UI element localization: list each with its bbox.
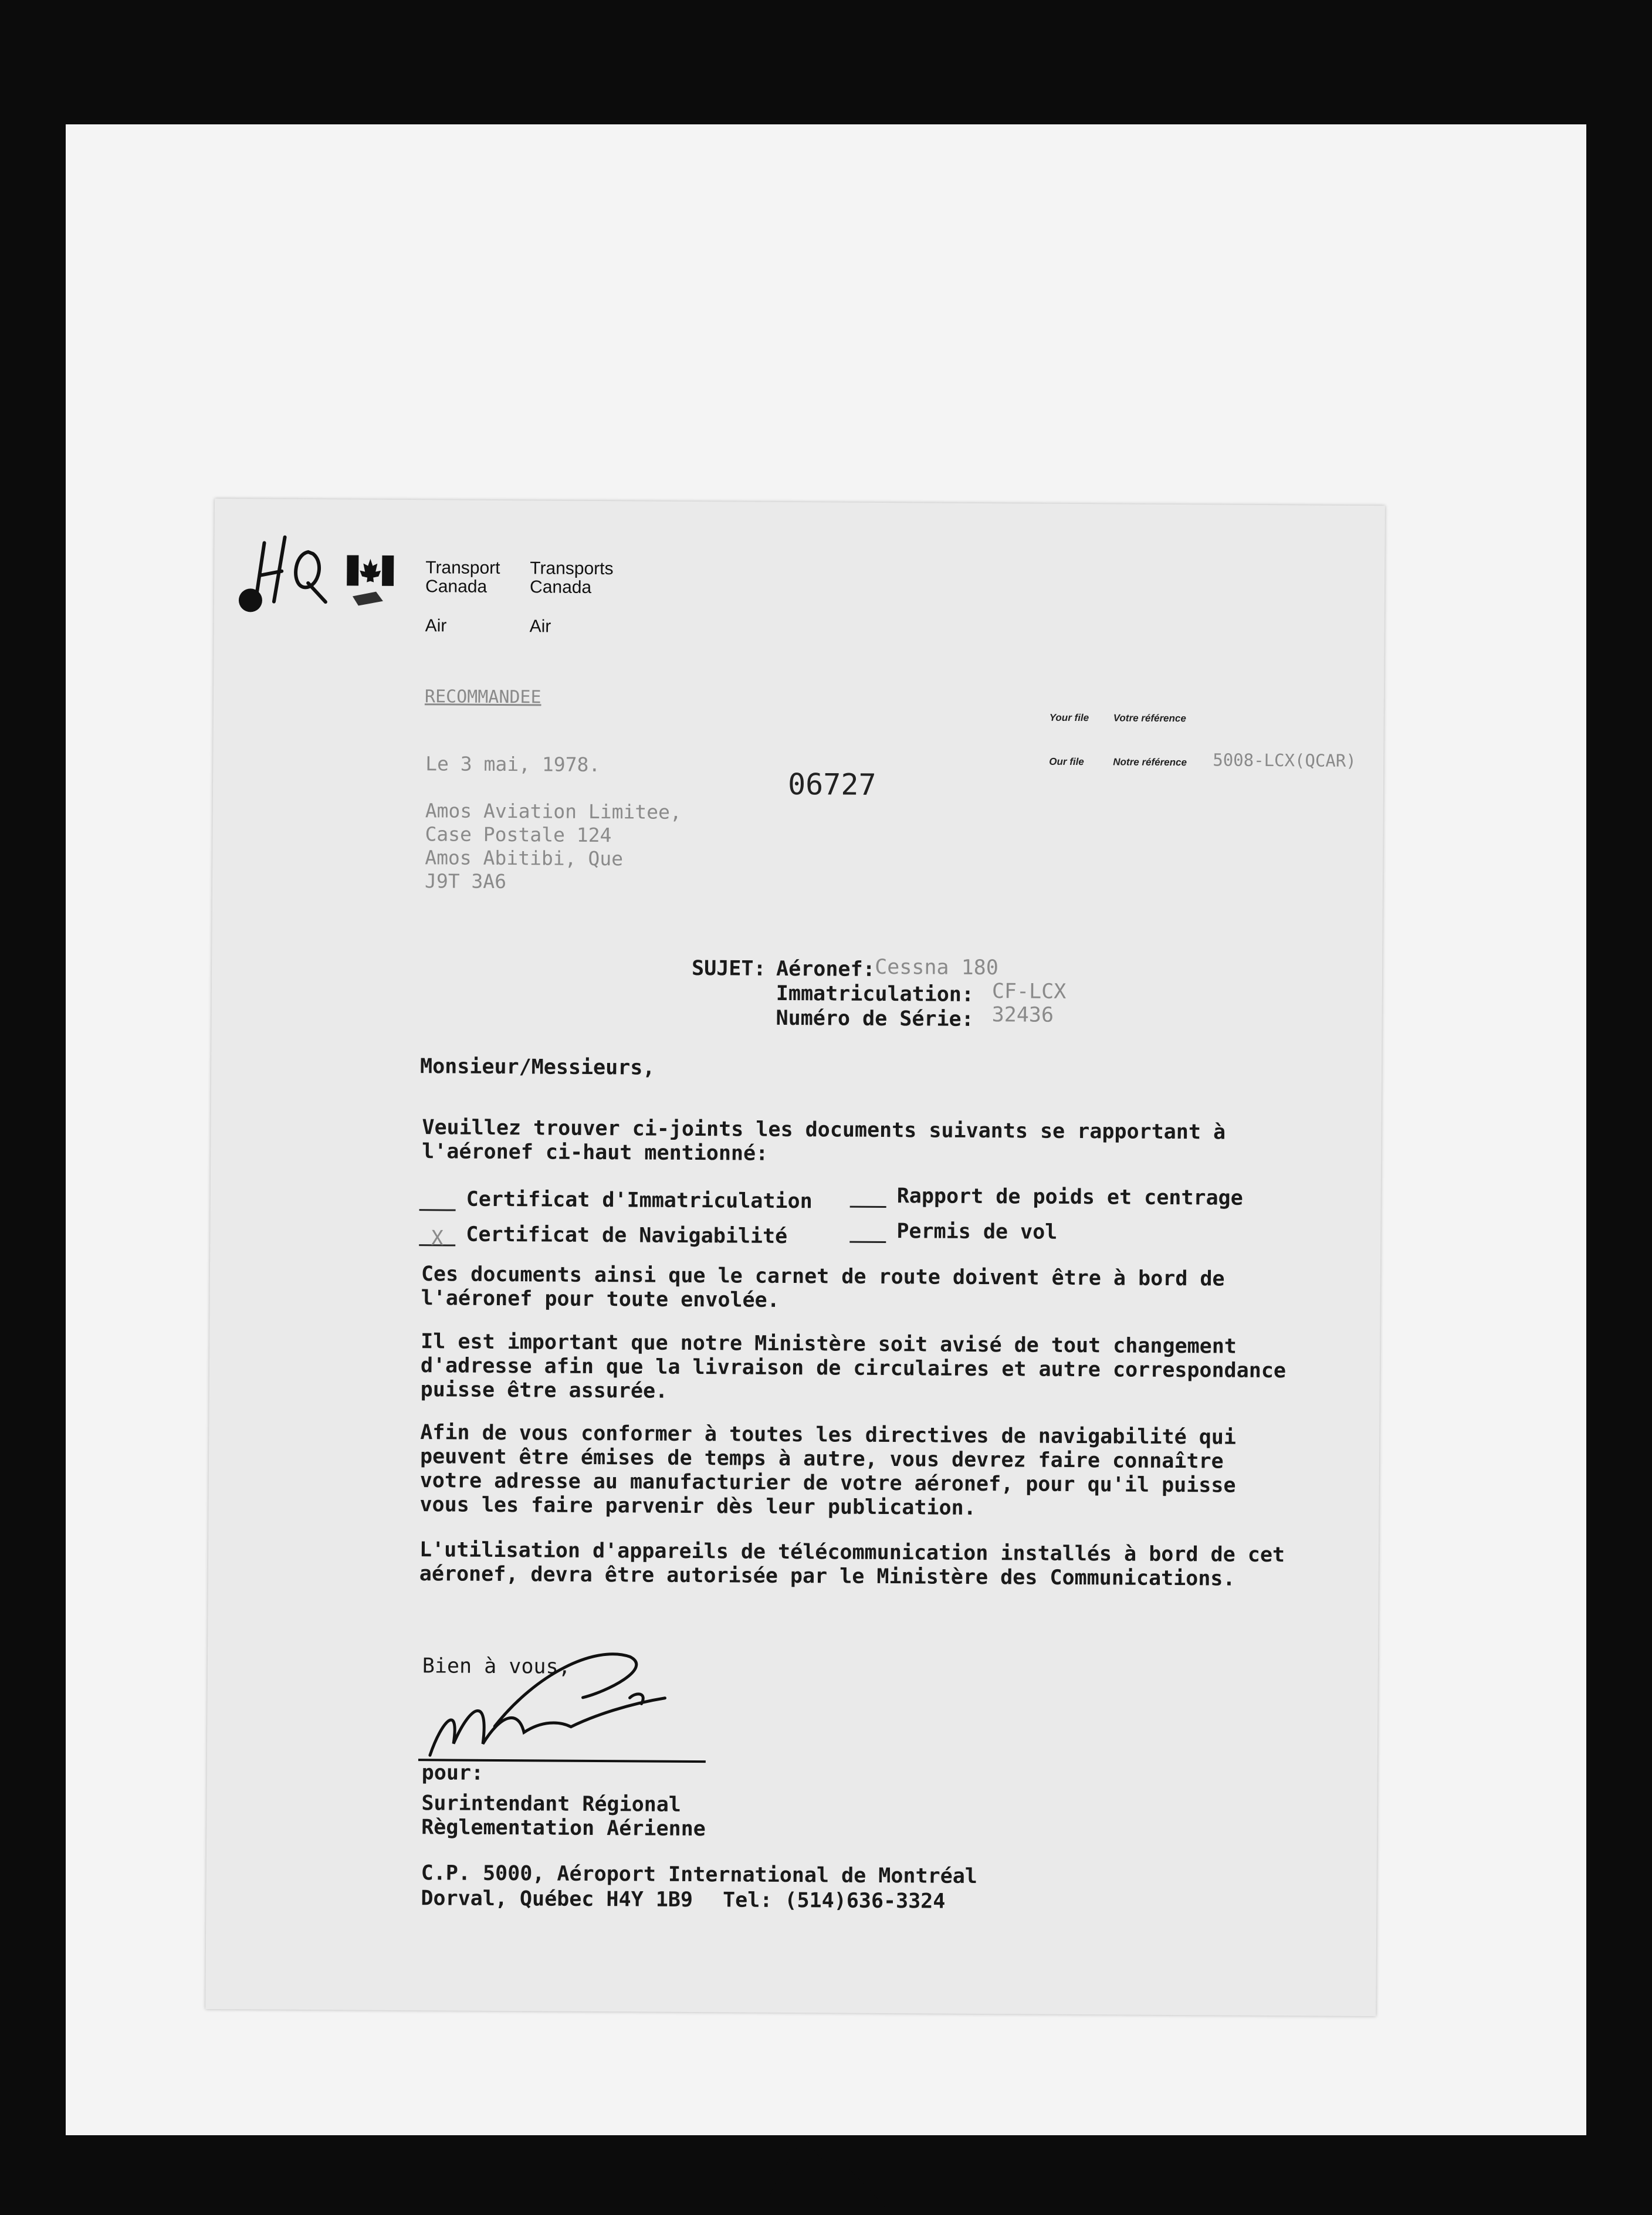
text-line: l'aéronef ci-haut mentionné: bbox=[422, 1140, 769, 1166]
document-label: Permis de vol bbox=[896, 1220, 1058, 1244]
registration-label: Immatriculation: bbox=[776, 981, 974, 1007]
text-line: aéronef, devra être autorisée par le Ministère des Communications. bbox=[419, 1562, 1235, 1591]
your-file-label-en: Your file bbox=[1049, 712, 1089, 724]
document-checkbox bbox=[850, 1188, 886, 1208]
salutation: Monsieur/Messieurs, bbox=[419, 1055, 655, 1080]
text-line: vous les faire parvenir dès leur publication. bbox=[419, 1493, 976, 1520]
aircraft-label: Aéronef: bbox=[776, 957, 875, 981]
signature bbox=[418, 1632, 747, 1769]
footer-phone: Tel: (514)636-3324 bbox=[722, 1888, 946, 1913]
document-label: Certificat d'Immatriculation bbox=[466, 1187, 813, 1214]
letter-date: Le 3 mai, 1978. bbox=[425, 752, 601, 777]
subject-label: SUJET: bbox=[692, 956, 766, 981]
text-line: votre adresse au manufacturier de votre aéronef, pour qu'il puisse bbox=[419, 1469, 1236, 1498]
text-line: d'adresse afin que la livraison de circulaires et autre correspondance bbox=[420, 1354, 1287, 1383]
dept-fr-line2: Canada bbox=[529, 577, 592, 597]
recipient-address bbox=[425, 799, 682, 895]
branch-fr: Air bbox=[529, 617, 551, 636]
text-line: puisse être assurée. bbox=[420, 1378, 668, 1403]
text-line: Afin de vous conformer à toutes les directives de navigabilité qui bbox=[420, 1421, 1237, 1449]
letter-page bbox=[205, 499, 1385, 2016]
document-checkbox bbox=[849, 1224, 886, 1243]
registration-value: CF-LCX bbox=[991, 980, 1067, 1004]
serial-value: 32436 bbox=[991, 1003, 1054, 1027]
document-label: Rapport de poids et centrage bbox=[896, 1184, 1243, 1210]
paragraph-directives bbox=[419, 1421, 1335, 1523]
text-line: peuvent être émises de temps à autre, vous devrez faire connaître bbox=[419, 1445, 1224, 1474]
paragraph-address-change bbox=[421, 1330, 1336, 1408]
document-item bbox=[419, 1222, 788, 1251]
maple-leaf-flag-icon bbox=[347, 555, 394, 608]
dept-en-line1: Transport bbox=[425, 558, 500, 578]
handwritten-mark bbox=[238, 531, 344, 619]
closing: Bien à vous, bbox=[422, 1654, 571, 1679]
text-line: L'utilisation d'appareils de télécommunication installés à bord de cet bbox=[419, 1538, 1285, 1567]
text-line: l'aéronef pour toute envolée. bbox=[421, 1286, 780, 1312]
stamp-number: 06727 bbox=[787, 767, 876, 802]
text-line: Règlementation Aérienne bbox=[421, 1816, 706, 1841]
document-item bbox=[419, 1187, 813, 1213]
our-file-label-en: Our file bbox=[1049, 756, 1084, 768]
address-line: Case Postale 124 bbox=[425, 822, 612, 847]
document-label: Certificat de Navigabilité bbox=[466, 1222, 788, 1248]
text-line: Surintendant Régional bbox=[421, 1791, 682, 1817]
our-file-value: 5008-LCX(QCAR) bbox=[1213, 750, 1356, 771]
dept-fr-line1: Transports bbox=[530, 558, 614, 579]
address-line: Amos Abitibi, Que bbox=[425, 846, 624, 871]
scan-artifact bbox=[739, 2112, 915, 2215]
your-file-label-fr: Votre référence bbox=[1113, 712, 1186, 724]
document-item bbox=[849, 1220, 1057, 1244]
serial-label: Numéro de Série: bbox=[776, 1006, 974, 1031]
signature-prefix: pour: bbox=[421, 1761, 484, 1785]
footer-address bbox=[421, 1861, 977, 1915]
text-line: Veuillez trouver ci-joints les documents suivants se rapportant à bbox=[422, 1116, 1226, 1144]
dept-en-line2: Canada bbox=[425, 577, 488, 597]
document-checkbox: X bbox=[419, 1227, 455, 1246]
registered-label: RECOMMANDEE bbox=[424, 686, 541, 708]
document-item bbox=[850, 1184, 1243, 1210]
signatory bbox=[421, 1791, 706, 1841]
document-checkbox bbox=[419, 1191, 456, 1211]
paragraph-telecom bbox=[419, 1538, 1335, 1592]
branch-en: Air bbox=[425, 616, 447, 636]
footer-address-line: Dorval, Québec H4Y 1B9 bbox=[421, 1887, 693, 1912]
footer-line: C.P. 5000, Aéroport International de Montréal bbox=[421, 1861, 978, 1888]
paragraph-onboard bbox=[421, 1262, 1336, 1316]
text-line: Ces documents ainsi que le carnet de route doivent être à bord de bbox=[421, 1262, 1225, 1291]
intro-paragraph bbox=[422, 1116, 1337, 1170]
aircraft-value: Cessna 180 bbox=[875, 955, 998, 980]
text-line: Il est important que notre Ministère soit avisé de tout changement bbox=[421, 1330, 1237, 1359]
address-line: J9T 3A6 bbox=[424, 869, 507, 893]
address-line: Amos Aviation Limitee, bbox=[425, 799, 682, 824]
our-file-label-fr: Notre référence bbox=[1113, 756, 1187, 768]
